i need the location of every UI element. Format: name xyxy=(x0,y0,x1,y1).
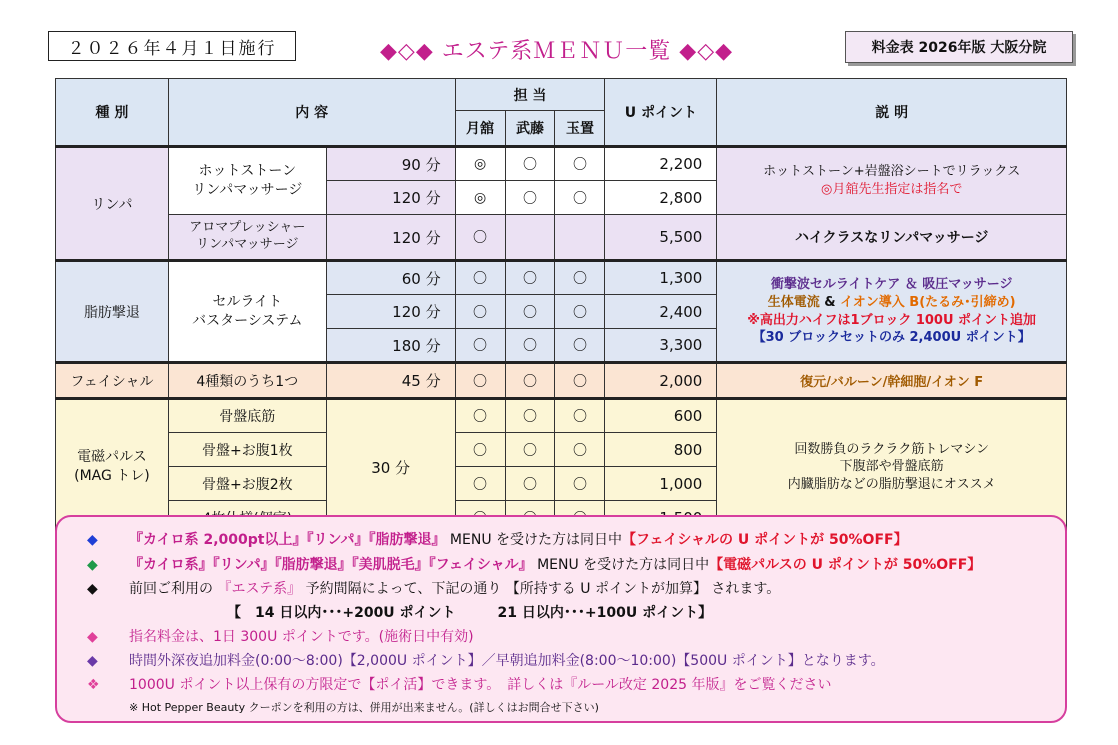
type-fat: 脂肪撃退 xyxy=(56,261,169,363)
note-3-sub: 【 14 日以内･･･+200U ポイント 21 日以内･･･+100U ポイント】 xyxy=(227,605,713,621)
time-cell: 45 分 xyxy=(326,363,455,399)
staff-mark: 〇 xyxy=(505,147,555,181)
staff-mark: 〇 xyxy=(555,467,605,501)
note-5 xyxy=(87,650,885,670)
diamond-bullet-icon: ◆ xyxy=(87,653,98,669)
time-cell: 180 分 xyxy=(326,329,455,363)
note-6 xyxy=(87,674,831,694)
desc-line: 下腹部や骨盤底筋 xyxy=(839,459,944,475)
type-lymph: リンパ xyxy=(56,147,169,261)
points-cell: 5,500 xyxy=(605,215,717,261)
note-4 xyxy=(87,626,474,646)
desc-line: 内臓脂肪などの脂肪撃退にオススメ xyxy=(787,476,996,492)
col-staff-header: 担 当 xyxy=(455,79,605,111)
desc-facial: 復元/バルーン/幹細胞/イオン F xyxy=(717,363,1067,399)
note-7: ※ Hot Pepper Beauty クーポンを利用の方は、併用が出来ません。(詳しくはお問合せ下さい) xyxy=(129,701,599,714)
col-points-header: U ポイント xyxy=(605,79,717,147)
col-desc-header: 説 明 xyxy=(717,79,1067,147)
desc-line: 生体電流 xyxy=(767,294,820,310)
points-cell: 1,000 xyxy=(605,467,717,501)
desc-aroma: ハイクラスなリンパマッサージ xyxy=(717,215,1067,261)
staff-mark: 〇 xyxy=(505,295,555,329)
diamond-bullet-icon: ◆ xyxy=(87,581,98,597)
points-cell: 2,200 xyxy=(605,147,717,181)
desc-line: ※高出力ハイフは1ブロック 100U ポイント追加 xyxy=(747,312,1037,328)
desc-line: イオン導入 B(たるみ･引締め) xyxy=(840,294,1016,310)
col-type-header: 種 別 xyxy=(56,79,169,147)
time-cell: 120 分 xyxy=(326,181,455,215)
note-text: 指名料金は、1日 300U ポイントです。(施術日中有効) xyxy=(129,629,474,645)
staff-mark: 〇 xyxy=(505,363,555,399)
diamond-bullet-icon: ◆ xyxy=(87,557,98,573)
note-text: 予約間隔によって、下記の通り 【所持する U ポイントが加算】 されます。 xyxy=(301,581,781,597)
col-content-header: 内 容 xyxy=(168,79,455,147)
type-facial: フェイシャル xyxy=(56,363,169,399)
type-mag: 電磁パルス (MAG トレ) xyxy=(56,399,169,535)
time-cell: 60 分 xyxy=(326,261,455,295)
points-cell: 3,300 xyxy=(605,329,717,363)
desc-lymph xyxy=(717,147,1067,215)
staff-mark: 〇 xyxy=(555,181,605,215)
staff-mark: ◎ xyxy=(455,147,505,181)
time-cell: 90 分 xyxy=(326,147,455,181)
points-cell: 1,300 xyxy=(605,261,717,295)
note-text: 『カイロ系』『リンパ』『脂肪撃退』『美肌脱毛』『フェイシャル』 xyxy=(129,557,533,573)
diamond-bullet-icon: ◆ xyxy=(87,629,98,645)
content-mag: 骨盤+お腹2枚 xyxy=(168,467,326,501)
points-cell: 2,800 xyxy=(605,181,717,215)
staff-mark: 〇 xyxy=(505,261,555,295)
desc-line: ◎月舘先生指定は指名で xyxy=(821,182,963,197)
effective-date: ２０２６年４月１日施行 xyxy=(48,31,296,61)
fleuron-bullet-icon: ❖ xyxy=(87,677,100,693)
content-hot-stone: ホットストーン リンパマッサージ xyxy=(168,147,326,215)
note-text: 前回ご利用の xyxy=(129,581,218,597)
points-cell: 2,400 xyxy=(605,295,717,329)
content-aroma: アロマプレッシャー リンパマッサージ xyxy=(168,215,326,261)
desc-line: & xyxy=(819,294,841,310)
desc-line: 衝撃波セルライトケア ＆ 吸圧マッサージ xyxy=(770,277,1013,293)
staff-header: 月舘 xyxy=(455,111,505,147)
staff-mark: ◎ xyxy=(455,181,505,215)
note-text: MENU を受けた方は同日中 xyxy=(532,557,710,573)
notes-panel xyxy=(55,515,1067,723)
staff-mark: 〇 xyxy=(555,329,605,363)
note-text: 1000U ポイント以上保有の方限定で【ポイ活】できます。 詳しくは『ルール改定 2025 年版』をご覧ください xyxy=(129,677,832,693)
desc-line: 回数勝負のラクラク筋トレマシン xyxy=(794,441,990,457)
staff-mark: 〇 xyxy=(505,433,555,467)
staff-mark: 〇 xyxy=(555,399,605,433)
points-cell: 600 xyxy=(605,399,717,433)
content-mag: 骨盤底筋 xyxy=(168,399,326,433)
staff-header: 玉置 xyxy=(555,111,605,147)
staff-mark: 〇 xyxy=(455,295,505,329)
note-text: 【電磁パルスの U ポイントが 50%OFF】 xyxy=(709,557,982,573)
staff-mark: 〇 xyxy=(505,329,555,363)
diamond-bullet-icon: ◆ xyxy=(87,532,98,548)
staff-mark: 〇 xyxy=(455,215,505,261)
staff-mark: 〇 xyxy=(455,399,505,433)
staff-mark: 〇 xyxy=(505,181,555,215)
note-text: 『カイロ系 2,000pt以上』『リンパ』『脂肪撃退』 xyxy=(129,532,446,548)
staff-mark: 〇 xyxy=(555,261,605,295)
points-cell: 800 xyxy=(605,433,717,467)
staff-mark: 〇 xyxy=(455,261,505,295)
note-text: 【フェイシャルの U ポイントが 50%OFF】 xyxy=(622,532,908,548)
content-facial: 4種類のうち1つ xyxy=(168,363,326,399)
time-cell: 30 分 xyxy=(326,399,455,535)
note-2 xyxy=(87,554,981,574)
staff-mark: 〇 xyxy=(555,295,605,329)
note-text: 『エステ系』 xyxy=(217,581,302,597)
staff-mark: 〇 xyxy=(505,467,555,501)
desc-line: 【30 ブロックセットのみ 2,400U ポイント】 xyxy=(752,330,1031,346)
staff-header: 武藤 xyxy=(505,111,555,147)
time-cell: 120 分 xyxy=(326,215,455,261)
staff-mark xyxy=(505,215,555,261)
content-mag: 骨盤+お腹1枚 xyxy=(168,433,326,467)
content-cellulite: セルライト バスターシステム xyxy=(168,261,326,363)
staff-mark: 〇 xyxy=(555,433,605,467)
staff-mark: 〇 xyxy=(505,399,555,433)
price-table-label: 料金表 2026年版 大阪分院 xyxy=(845,31,1073,63)
note-1 xyxy=(87,529,908,549)
note-text: MENU を受けた方は同日中 xyxy=(445,532,623,548)
note-3 xyxy=(87,578,780,598)
time-cell: 120 分 xyxy=(326,295,455,329)
points-cell: 2,000 xyxy=(605,363,717,399)
desc-fat xyxy=(717,261,1067,363)
staff-mark: 〇 xyxy=(455,329,505,363)
note-text: 時間外深夜追加料金(0:00～8:00)【2,000U ポイント】／早朝追加料金(8:00～10:00)【500U ポイント】となります。 xyxy=(129,653,885,669)
staff-mark: 〇 xyxy=(555,147,605,181)
staff-mark: 〇 xyxy=(455,363,505,399)
page-title: ◆◇◆ エステ系ＭＥＮＵ一覧 ◆◇◆ xyxy=(380,39,734,64)
desc-line: ホットストーン+岩盤浴シートでリラックス xyxy=(763,163,1021,179)
staff-mark: 〇 xyxy=(555,363,605,399)
menu-table xyxy=(55,78,1067,535)
staff-mark: 〇 xyxy=(455,467,505,501)
staff-mark xyxy=(555,215,605,261)
staff-mark: 〇 xyxy=(455,433,505,467)
